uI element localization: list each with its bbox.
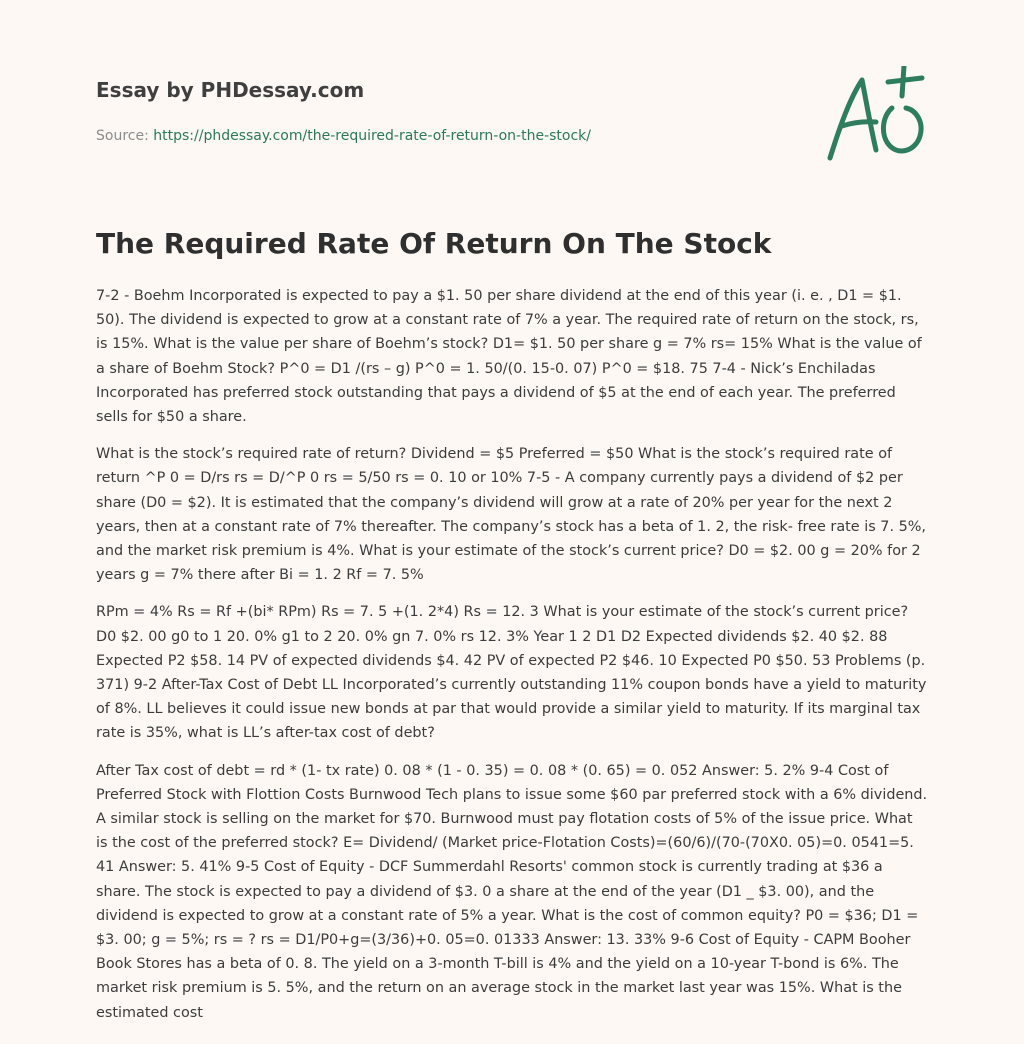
article-body: [96, 284, 928, 1038]
article-paragraph: What is the stock’s required rate of return? Dividend = $5 Preferred = $50 What is the stock’s required rate of return ^P 0 = D/rs rs = D/^P 0 rs = 5/50 rs = 0. 10 or 10% 7-5 - A company currently pays a dividend of $2 per share (D0 = $2). It is estimated that the company’s dividend will grow at a rate of 20% per year for the next 2 years, then at a constant rate of 7% thereafter. The company’s stock has a beta of 1. 2, the risk- free rate is 7. 5%, and the market risk premium is 4%. What is your estimate of the stock’s current price? D0 = $2. 00 g = 20% for 2 years g = 7% there after Bi = 1. 2 Rf = 7. 5%: [96, 446, 927, 584]
article-paragraph: 7-2 - Boehm Incorporated is expected to pay a $1. 50 per share dividend at the end of this year (i. e. , D1 = $1. 50). The dividend is expected to grow at a constant rate of 7% a year. The required rate of return on the stock, rs, is 15%. What is the value per share of Boehm’s stock? D1= $1. 50 per share g = 7% rs= 15% What is the value of a share of Boehm Stock? P^0 = D1 /(rs – g) P^0 = 1. 50/(0. 15-0. 07) P^0 = $18. 75 7-4 - Nick’s Enchiladas Incorporated has preferred stock outstanding that pays a dividend of $5 at the end of each year. The preferred sells for $50 a share.: [96, 288, 922, 426]
article-title: The Required Rate Of Return On The Stock: [96, 227, 772, 260]
site-brand: Essay by PHDessay.com: [96, 78, 365, 102]
page-header: [96, 76, 796, 146]
source-link[interactable]: https://phdessay.com/the-required-rate-of-return-on-the-stock/: [153, 128, 592, 144]
article-paragraph: After Tax cost of debt = rd * (1- tx rate) 0. 08 * (1 - 0. 35) = 0. 08 * (0. 65) = 0. 052 Answer: 5. 2% 9-4 Cost of Preferred Stock with Flottion Costs Burnwood Tech plans to issue some $60 par preferred stock with a 6% dividend. A similar stock is selling on the market for $70. Burnwood must pay flotation costs of 5% of the issue price. What is the cost of the preferred stock? E= Dividend/ (Market price-Flotation Costs)=(60/6)/(70-(70X0. 05)=0. 0541=5. 41 Answer: 5. 41% 9-5 Cost of Equity - DCF Summerdahl Resorts' common stock is currently trading at $36 a share. The stock is expected to pay a dividend of $3. 0 a share at the end of the year (D1 _ $3. 00), and the dividend is expected to grow at a constant rate of 5% a year. What is the cost of common equity? P0 = $36; D1 = $3. 00; g = 5%; rs = ? rs = D1/P0+g=(3/36)+0. 05=0. 01333 Answer: 13. 33% 9-6 Cost of Equity - CAPM Booher Book Stores has a beta of 0. 8. The yield on a 3-month T-bill is 4% and the yield on a 10-year T-bond is 6%. The market risk premium is 5. 5%, and the return on an average stock in the market last year was 15%. What is the estimated cost: [96, 762, 928, 1021]
a-plus-grade-icon: [818, 66, 928, 166]
source-line: [96, 126, 796, 146]
article-paragraph: RPm = 4% Rs = Rf +(bi* RPm) Rs = 7. 5 +(1. 2*4) Rs = 12. 3 What is your estimate of the stock’s current price? D0 $2. 00 g0 to 1 20. 0% g1 to 2 20. 0% gn 7. 0% rs 12. 3% Year 1 2 D1 D2 Expected dividends $2. 40 $2. 88 Expected P2 $58. 14 PV of expected dividends $4. 42 PV of expected P2 $46. 10 Expected P0 $50. 53 Problems (p. 371) 9-2 After-Tax Cost of Debt LL Incorporated’s currently outstanding 11% coupon bonds have a yield to maturity of 8%. LL believes it could issue new bonds at par that would provide a similar yield to maturity. If its marginal tax rate is 35%, what is LL’s after-tax cost of debt?: [96, 604, 927, 742]
source-label: Source:: [96, 128, 149, 144]
